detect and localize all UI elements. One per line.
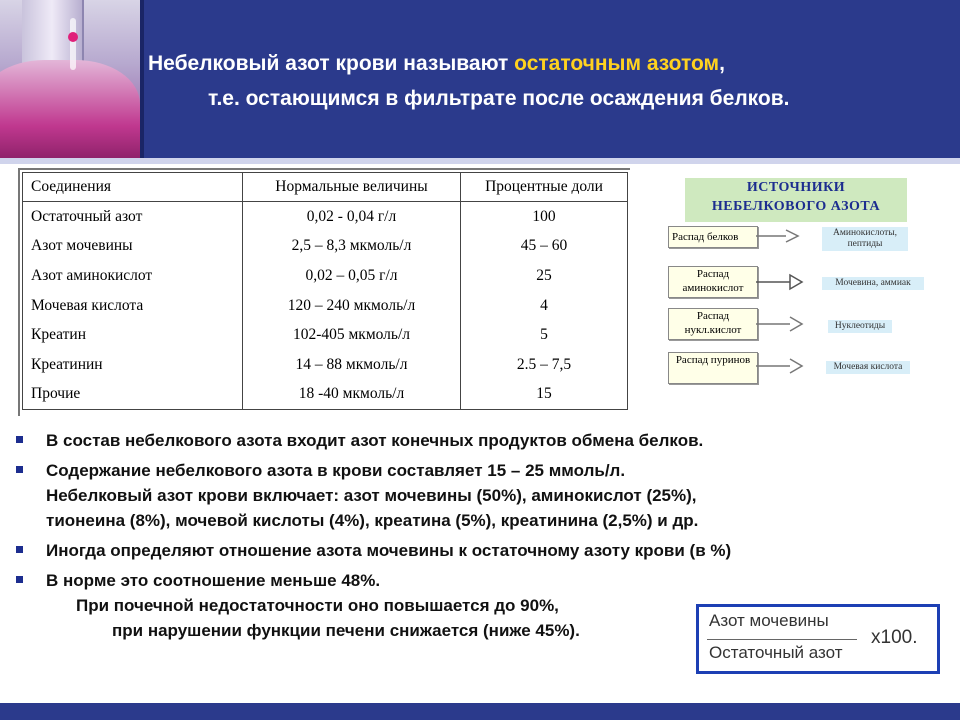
fraction-line (707, 639, 857, 640)
source-box-amino-acids: Распад аминокислот (668, 266, 758, 298)
ratio-formula (696, 604, 940, 674)
source-box-proteins: Распад белков (668, 226, 758, 248)
footer-bar (0, 703, 960, 720)
bullet-text: Иногда определяют отношение азота мочевины к остаточному азоту крови (в %) (46, 541, 732, 560)
note-text: при нарушении функции печени снижается (ниже 45%). (112, 621, 580, 640)
table-cell: Азот аминокислот (23, 261, 243, 291)
note-text: При почечной недостаточности оно повышается до 90%, (76, 596, 559, 615)
table-cell: Мочевая кислота (23, 291, 243, 321)
source-box-nucleic-acids: Распад нукл.кислот (668, 308, 758, 340)
sources-title-line2: НЕБЕЛКОВОГО АЗОТА (711, 199, 881, 214)
table-cell: 45 – 60 (461, 232, 628, 262)
header-divider (140, 0, 144, 158)
bullet-text: В состав небелкового азота входит азот конечных продуктов обмена белков. (46, 431, 704, 450)
table-cell: 5 (461, 320, 628, 350)
source-output: Мочевина, аммиак (822, 277, 924, 290)
norms-table (22, 172, 628, 410)
header-title-line2: т.е. остающимся в фильтрате после осаждения белков. (208, 87, 790, 110)
source-output: Аминокислоты, пептиды (822, 227, 908, 251)
bullet-marker (16, 576, 23, 583)
header-highlight: остаточным азотом (514, 52, 720, 75)
flask-image (0, 0, 140, 158)
column-header: Соединения (23, 173, 243, 202)
table-cell: 2,5 – 8,3 мкмоль/л (243, 232, 461, 262)
table-row (23, 320, 628, 350)
bullet-text: В норме это соотношение меньше 48%. (46, 571, 381, 590)
table-cell: 18 -40 мкмоль/л (243, 380, 461, 410)
table-cell: Прочие (23, 380, 243, 410)
table-row (23, 350, 628, 380)
bullet-text: Содержание небелкового азота в крови составляет 15 – 25 ммоль/л. (46, 461, 626, 480)
table-cell: 120 – 240 мкмоль/л (243, 291, 461, 321)
table-cell: 14 – 88 мкмоль/л (243, 350, 461, 380)
header-separator (0, 158, 960, 164)
bullet-marker (16, 546, 23, 553)
bullet-text: Небелковый азот крови включает: азот мочевины (50%), аминокислот (25%), (46, 486, 697, 505)
table-header-row (23, 173, 628, 202)
source-output: Нуклеотиды (828, 320, 892, 333)
column-header: Процентные доли (461, 173, 628, 202)
table-cell: 2.5 – 7,5 (461, 350, 628, 380)
bullet-marker (16, 436, 23, 443)
formula-multiplier: x100. (871, 627, 918, 648)
table-cell: 0,02 - 0,04 г/л (243, 202, 461, 232)
header-title-line1: Небелковый азот крови называют остаточным азотом, (148, 52, 725, 75)
bullet-marker (16, 466, 23, 473)
table-row (23, 202, 628, 232)
table-cell: Остаточный азот (23, 202, 243, 232)
sources-title-line1: ИСТОЧНИКИ (746, 180, 846, 195)
source-output: Мочевая кислота (826, 361, 910, 374)
table-row (23, 261, 628, 291)
table-cell: Креатинин (23, 350, 243, 380)
table-cell: 15 (461, 380, 628, 410)
column-header: Нормальные величины (243, 173, 461, 202)
table-row (23, 380, 628, 410)
source-box-purines: Распад пуринов (668, 352, 758, 384)
table-cell: 0,02 – 0,05 г/л (243, 261, 461, 291)
table-cell: 102-405 мкмоль/л (243, 320, 461, 350)
header-banner (0, 0, 960, 158)
table-cell: 100 (461, 202, 628, 232)
formula-numerator: Азот мочевины (709, 611, 829, 630)
table-row (23, 291, 628, 321)
bullet-text: тионеина (8%), мочевой кислоты (4%), креатина (5%), креатинина (2,5%) и др. (46, 511, 699, 530)
table-cell: 25 (461, 261, 628, 291)
table-cell: Азот мочевины (23, 232, 243, 262)
formula-denominator: Остаточный азот (709, 643, 843, 662)
sources-title (685, 178, 907, 222)
table-cell: 4 (461, 291, 628, 321)
table-cell: Креатин (23, 320, 243, 350)
table-row (23, 232, 628, 262)
